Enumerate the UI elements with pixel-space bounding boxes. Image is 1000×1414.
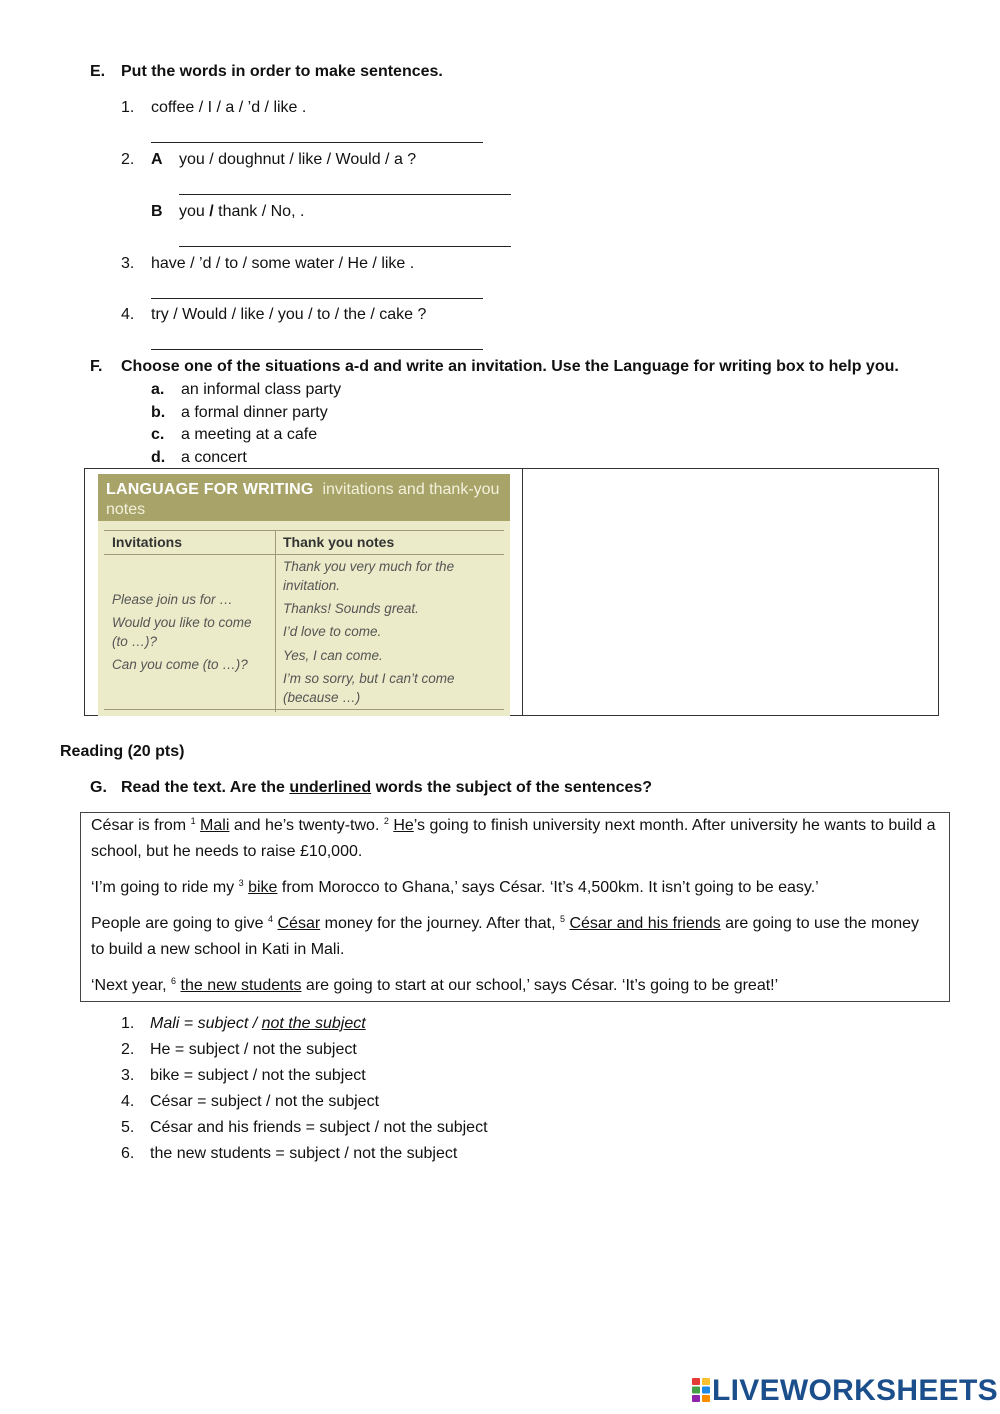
- g-question[interactable]: César = subject / not the subject: [150, 1093, 380, 1110]
- invitations-header: Invitations: [112, 534, 183, 550]
- thank-you-phrase: I’d love to come.: [283, 624, 382, 639]
- reading-paragraph-3: People are going to give $^4$ César money for the journey. After that, $^5$ César and his friends are going to use the money to build a new school in Kati in Mali.: [91, 914, 920, 958]
- e-item-prompt: you / doughnut / like / Would / a ?: [179, 151, 417, 168]
- g-question-number: 5.: [121, 1119, 135, 1136]
- e-answer-line-2b[interactable]: [179, 246, 511, 247]
- e-answer-line-1[interactable]: [151, 142, 483, 143]
- f-option-text: an informal class party: [181, 381, 342, 398]
- logo-icon: [692, 1378, 710, 1402]
- e-item-number: 2.: [121, 151, 135, 168]
- e-item-prompt: coffee / I / a / ’d / like .: [151, 99, 307, 116]
- e-item-prompt: have / ’d / to / some water / He / like .: [151, 255, 415, 272]
- section-f-letter: F.: [90, 358, 103, 375]
- f-option-letter: a.: [151, 381, 165, 398]
- thank-you-phrase: I’m so sorry, but I can’t come (because …): [283, 671, 455, 705]
- thank-you-header: Thank you notes: [283, 534, 395, 550]
- language-box-rule: [104, 554, 504, 555]
- g-question[interactable]: the new students = subject / not the subject: [150, 1145, 458, 1162]
- language-box-rule: [104, 709, 504, 710]
- g-question-number: 4.: [121, 1093, 135, 1110]
- g-question-example: Mali = subject / not the subject: [150, 1015, 366, 1032]
- reading-paragraph-2: ‘I’m going to ride my $^3$ bike from Morocco to Ghana,’ says César. ‘It’s 4,500km. It isn’t going to be easy.’: [91, 878, 819, 896]
- language-box-rule: [104, 530, 504, 531]
- section-g-letter: G.: [90, 779, 107, 796]
- e-item-prompt-b: you / thank / No, .: [179, 203, 305, 220]
- g-question[interactable]: He = subject / not the subject: [150, 1041, 357, 1058]
- e-item-number: 4.: [121, 306, 135, 323]
- invitation-phrase: Would you like to come (to …)?: [112, 615, 252, 649]
- language-box-header: [98, 474, 510, 521]
- e-answer-line-2a[interactable]: [179, 194, 511, 195]
- f-option-letter: b.: [151, 404, 166, 421]
- f-option-text: a concert: [181, 449, 247, 466]
- section-e-letter: E.: [90, 63, 106, 80]
- language-box-title: LANGUAGE FOR WRITING invitations and thank-you notes: [106, 481, 500, 518]
- g-question-number: 6.: [121, 1145, 135, 1162]
- reading-title: Reading (20 pts): [60, 743, 185, 760]
- reading-paragraph-4: ‘Next year, $^6$ the new students are going to start at our school,’ says César. ‘It’s going to be great!’: [91, 976, 779, 994]
- language-box-column-rule: [275, 530, 276, 712]
- logo-text: LIVEWORKSHEETS: [712, 1374, 998, 1407]
- e-sub-label-a: A: [151, 151, 163, 168]
- e-answer-line-3[interactable]: [151, 298, 483, 299]
- reading-paragraph-1: César is from $^1$ Mali and he’s twenty-two. $^2$ He’s going to finish university next month. After university he wants to build a school, but he needs to raise £10,000.: [91, 816, 936, 860]
- e-sub-label-b: B: [151, 203, 163, 220]
- g-question[interactable]: César and his friends = subject / not the subject: [150, 1119, 488, 1136]
- g-question-number: 1.: [121, 1015, 135, 1032]
- f-option-letter: d.: [151, 449, 166, 466]
- invitation-phrase: Please join us for …: [112, 592, 233, 607]
- f-option-text: a meeting at a cafe: [181, 426, 318, 443]
- thank-you-phrase: Yes, I can come.: [283, 648, 383, 663]
- e-answer-line-4[interactable]: [151, 349, 483, 350]
- e-item-number: 3.: [121, 255, 135, 272]
- writing-table-divider: [522, 468, 523, 716]
- g-question[interactable]: bike = subject / not the subject: [150, 1067, 366, 1084]
- language-for-writing-box: [98, 474, 510, 716]
- g-question-number: 3.: [121, 1067, 135, 1084]
- thank-you-phrase: Thanks! Sounds great.: [283, 601, 419, 616]
- thank-you-phrase: Thank you very much for the invitation.: [283, 559, 455, 593]
- invitation-phrase: Can you come (to …)?: [112, 657, 248, 672]
- section-e-heading: Put the words in order to make sentences.: [121, 63, 443, 80]
- f-option-letter: c.: [151, 426, 165, 443]
- section-g-heading: Read the text. Are the underlined words the subject of the sentences?: [121, 779, 653, 796]
- e-item-number: 1.: [121, 99, 135, 116]
- section-f-heading: Choose one of the situations a-d and write an invitation. Use the Language for writing box to help you.: [121, 358, 899, 375]
- f-option-text: a formal dinner party: [181, 404, 328, 421]
- e-item-prompt: try / Would / like / you / to / the / cake ?: [151, 306, 427, 323]
- g-question-number: 2.: [121, 1041, 135, 1058]
- invitation-writing-area[interactable]: [524, 469, 938, 715]
